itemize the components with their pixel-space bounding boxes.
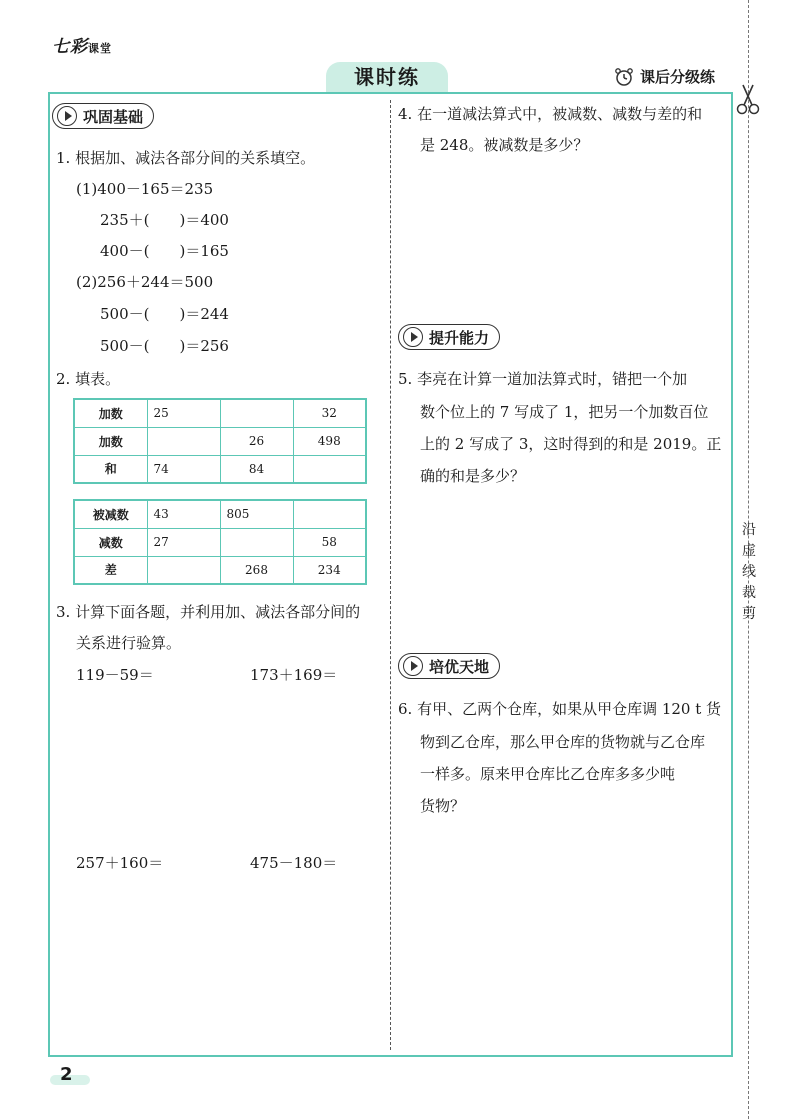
table-row — [74, 528, 366, 556]
section-title: 提升能力 — [429, 328, 490, 347]
q5-line1: 5. 李亮在计算一道加法算式时，错把一个加 — [398, 370, 688, 388]
table-cell: 27 — [147, 528, 220, 556]
q6-line1: 6. 有甲、乙两个仓库，如果从甲仓库调 120 t 货 — [398, 700, 722, 718]
scissors-icon — [735, 82, 761, 116]
q3-expression-1: 119－59＝ — [76, 666, 154, 684]
q2-prompt: 2. 填表。 — [56, 370, 121, 388]
q1-a-blank-1: 235＋( )＝400 — [100, 211, 229, 229]
cut-instruction: 沿虚线裁剪 — [742, 522, 756, 622]
q1-prompt: 1. 根据加、减法各部分间的关系填空。 — [56, 149, 316, 167]
q1-b-blank-1: 500－( )＝244 — [100, 305, 229, 323]
q5-line4: 确的和是多少？ — [420, 467, 526, 485]
table-cell: 加数 — [74, 399, 147, 427]
table-cell: 84 — [220, 455, 293, 483]
table-cell — [220, 528, 293, 556]
q4-line2: 是 248。被减数是多少？ — [420, 136, 589, 154]
q1-b-given: (2)256＋244＝500 — [76, 273, 214, 291]
table-cell: 加数 — [74, 427, 147, 455]
q1-a-blank-2: 400－( )＝165 — [100, 242, 229, 260]
page-title: 课时练 — [326, 62, 448, 92]
table-cell: 58 — [293, 528, 366, 556]
play-icon — [403, 656, 423, 676]
page-number: 2 — [60, 1064, 73, 1085]
q6-line2: 物到乙仓库，那么甲仓库的货物就与乙仓库 — [420, 733, 706, 751]
addition-table — [73, 398, 367, 484]
section-header-basic — [52, 103, 154, 129]
alarm-clock-icon — [614, 67, 634, 87]
table-row — [74, 556, 366, 584]
q1-b-blank-2: 500－( )＝256 — [100, 337, 229, 355]
table-cell: 25 — [147, 399, 220, 427]
table-row — [74, 399, 366, 427]
q3-expression-3: 257＋160＝ — [76, 854, 164, 872]
table-cell: 74 — [147, 455, 220, 483]
section-title: 巩固基础 — [83, 107, 144, 126]
level-label — [614, 66, 715, 87]
play-icon — [403, 327, 423, 347]
q6-line3: 一样多。原来甲仓库比乙仓库多多少吨 — [420, 765, 676, 783]
table-cell: 234 — [293, 556, 366, 584]
table-cell: 减数 — [74, 528, 147, 556]
table-cell: 差 — [74, 556, 147, 584]
column-divider — [390, 100, 391, 1050]
q5-line3: 上的 2 写成了 3，这时得到的和是 2019。正 — [420, 435, 722, 453]
q4-line1: 4. 在一道减法算式中，被减数、减数与差的和 — [398, 105, 703, 123]
section-title: 培优天地 — [429, 657, 490, 676]
table-cell — [293, 500, 366, 528]
play-icon — [57, 106, 77, 126]
table-cell — [147, 556, 220, 584]
table-cell — [293, 455, 366, 483]
table-cell: 43 — [147, 500, 220, 528]
table-cell: 32 — [293, 399, 366, 427]
q6-line4: 货物？ — [420, 797, 466, 815]
brand-logo — [52, 32, 112, 57]
q5-line2: 数个位上的 7 写成了 1，把另一个加数百位 — [420, 403, 709, 421]
table-cell: 498 — [293, 427, 366, 455]
q1-a-given: (1)400－165＝235 — [76, 180, 214, 198]
table-cell — [147, 427, 220, 455]
table-cell: 268 — [220, 556, 293, 584]
subtraction-table — [73, 499, 367, 585]
table-cell: 和 — [74, 455, 147, 483]
logo-main-text: 七彩 — [52, 37, 88, 57]
table-row — [74, 500, 366, 528]
q3-prompt-line1: 3. 计算下面各题，并利用加、减法各部分间的 — [56, 603, 361, 621]
logo-sub-text: 课堂 — [88, 42, 112, 55]
q3-expression-4: 475－180＝ — [250, 854, 338, 872]
table-cell: 被减数 — [74, 500, 147, 528]
section-header-improve — [398, 324, 500, 350]
table-cell — [220, 399, 293, 427]
table-row — [74, 455, 366, 483]
level-label-text: 课后分级练 — [640, 68, 716, 86]
table-cell: 805 — [220, 500, 293, 528]
table-row — [74, 427, 366, 455]
q3-prompt-line2: 关系进行验算。 — [76, 634, 182, 652]
table-cell: 26 — [220, 427, 293, 455]
section-header-advanced — [398, 653, 500, 679]
q3-expression-2: 173＋169＝ — [250, 666, 338, 684]
